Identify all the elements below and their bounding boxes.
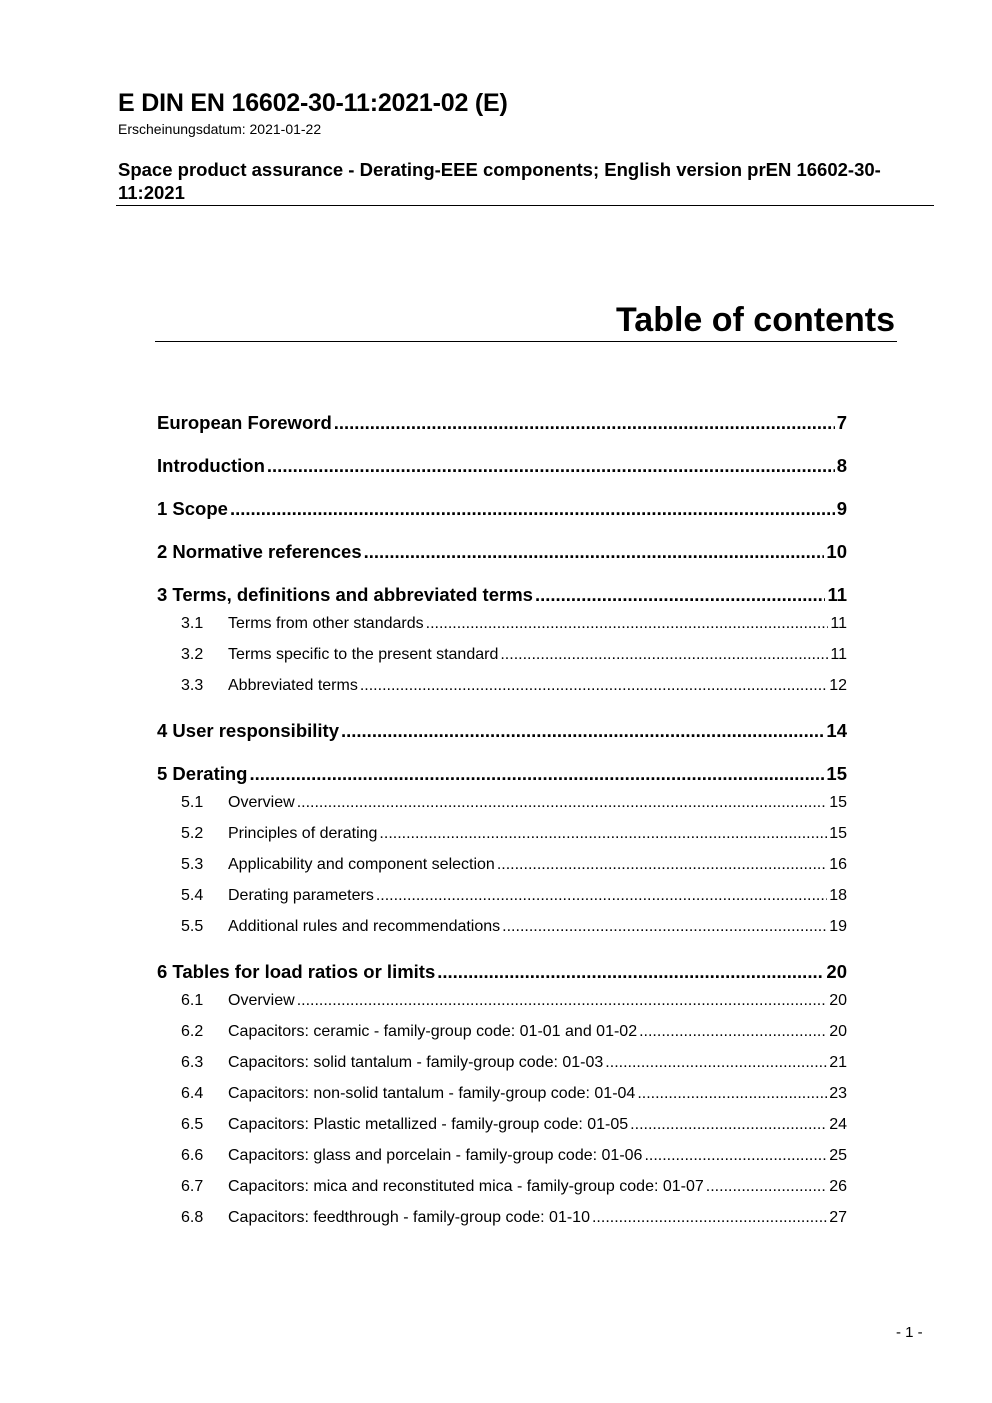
toc-entry-title: Capacitors: mica and reconstituted mica - family-group code: 01-07 bbox=[228, 1178, 704, 1195]
toc-entry-number: 6.1 bbox=[181, 992, 204, 1009]
toc-entry-title: Capacitors: glass and porcelain - family-group code: 01-06 bbox=[228, 1147, 643, 1164]
toc-entry-page: 21 bbox=[829, 1054, 847, 1071]
toc-dot-leader bbox=[639, 1023, 827, 1041]
toc-entry-title: European Foreword bbox=[157, 412, 332, 433]
toc-dot-leader bbox=[426, 615, 829, 633]
toc-dot-leader bbox=[297, 794, 828, 812]
toc-entry-page: 7 bbox=[836, 412, 847, 433]
toc-subentry[interactable] bbox=[157, 1085, 847, 1116]
toc-subentry[interactable] bbox=[157, 1178, 847, 1209]
toc-dot-leader bbox=[230, 498, 835, 520]
toc-subentry[interactable] bbox=[157, 856, 847, 887]
toc-dot-leader bbox=[437, 961, 824, 983]
toc-entry-number: 3.3 bbox=[181, 677, 204, 694]
toc-entry-title: Capacitors: ceramic - family-group code: 01-01 and 01-02 bbox=[228, 1023, 638, 1040]
toc-dot-leader bbox=[500, 646, 828, 664]
toc-entry-page: 9 bbox=[836, 498, 847, 519]
toc-entry-title: 3 Terms, definitions and abbreviated terms bbox=[157, 584, 533, 605]
toc-dot-leader bbox=[497, 856, 827, 874]
toc-dot-leader bbox=[637, 1085, 827, 1103]
toc-entry-number: 6.7 bbox=[181, 1178, 204, 1195]
toc-entry-page: 8 bbox=[836, 455, 847, 476]
toc-subentry[interactable] bbox=[157, 825, 847, 856]
toc-entry-page: 14 bbox=[826, 720, 847, 741]
toc-entry-number: 6.8 bbox=[181, 1209, 204, 1226]
header-divider bbox=[116, 205, 934, 206]
document-id: E DIN EN 16602-30-11:2021-02 (E) bbox=[118, 89, 508, 117]
page-number: - 1 - bbox=[896, 1324, 923, 1341]
document-subtitle: Space product assurance - Derating-EEE components; English version prEN 16602-30-11:2021 bbox=[118, 159, 881, 203]
toc-entry-title: Terms specific to the present standard bbox=[228, 646, 499, 663]
toc-entry-number: 3.2 bbox=[181, 646, 204, 663]
toc-entry[interactable] bbox=[157, 714, 847, 757]
toc-entry-page: 19 bbox=[829, 918, 847, 935]
toc-entry-number: 5.3 bbox=[181, 856, 204, 873]
toc-entry-page: 18 bbox=[829, 887, 847, 904]
toc-subentry[interactable] bbox=[157, 794, 847, 825]
toc-entry-page: 15 bbox=[829, 794, 847, 811]
toc-entry-page: 20 bbox=[829, 992, 847, 1009]
toc-entry-number: 6.2 bbox=[181, 1023, 204, 1040]
toc-entry-number: 5.1 bbox=[181, 794, 204, 811]
toc-entry-title: 1 Scope bbox=[157, 498, 228, 519]
toc-entry-page: 26 bbox=[829, 1178, 847, 1195]
toc-entry-number: 5.4 bbox=[181, 887, 204, 904]
toc-entry-title: 2 Normative references bbox=[157, 541, 362, 562]
toc-dot-leader bbox=[267, 455, 835, 477]
toc-entry-number: 6.3 bbox=[181, 1054, 204, 1071]
toc-subentry[interactable] bbox=[157, 615, 847, 646]
toc-entry-page: 24 bbox=[829, 1116, 847, 1133]
toc-entry-title: Overview bbox=[228, 992, 295, 1009]
toc-entry-title: Derating parameters bbox=[228, 887, 374, 904]
toc-entry-page: 11 bbox=[827, 584, 847, 605]
toc-dot-leader bbox=[376, 887, 827, 905]
toc-subentry[interactable] bbox=[157, 1023, 847, 1054]
toc-entry-page: 23 bbox=[829, 1085, 847, 1102]
toc-subentry[interactable] bbox=[157, 1054, 847, 1085]
toc-dot-leader bbox=[297, 992, 828, 1010]
toc-entry-number: 6.4 bbox=[181, 1085, 204, 1102]
toc-entry-number: 5.5 bbox=[181, 918, 204, 935]
toc-entry-title: Capacitors: solid tantalum - family-group code: 01-03 bbox=[228, 1054, 604, 1071]
toc-dot-leader bbox=[334, 412, 835, 434]
toc-entry-title: Capacitors: non-solid tantalum - family-group code: 01-04 bbox=[228, 1085, 636, 1102]
toc-dot-leader bbox=[341, 720, 824, 742]
toc-entry-title: 4 User responsibility bbox=[157, 720, 339, 741]
toc-entry-title: Additional rules and recommendations bbox=[228, 918, 501, 935]
toc-entry-number: 6.6 bbox=[181, 1147, 204, 1164]
toc-entry-number: 6.5 bbox=[181, 1116, 204, 1133]
toc-entry-page: 20 bbox=[829, 1023, 847, 1040]
toc-dot-leader bbox=[630, 1116, 827, 1134]
toc-entry-title: Capacitors: Plastic metallized - family-group code: 01-05 bbox=[228, 1116, 629, 1133]
toc-dot-leader bbox=[706, 1178, 827, 1196]
toc-entry-title: Introduction bbox=[157, 455, 265, 476]
toc-entry-page: 15 bbox=[829, 825, 847, 842]
toc-dot-leader bbox=[644, 1147, 827, 1165]
toc-entry-page: 16 bbox=[829, 856, 847, 873]
toc-entry-title: Capacitors: feedthrough - family-group code: 01-10 bbox=[228, 1209, 590, 1226]
toc-title-divider bbox=[155, 341, 897, 342]
toc-dot-leader bbox=[592, 1209, 827, 1227]
toc-dot-leader bbox=[379, 825, 827, 843]
toc-entry-title: Applicability and component selection bbox=[228, 856, 495, 873]
toc-title: Table of contents bbox=[616, 301, 895, 339]
toc-entry-page: 25 bbox=[829, 1147, 847, 1164]
toc-entry[interactable] bbox=[157, 406, 847, 449]
toc-subentry[interactable] bbox=[157, 646, 847, 677]
toc-subentry[interactable] bbox=[157, 1147, 847, 1178]
toc-dot-leader bbox=[249, 763, 824, 785]
toc-dot-leader bbox=[605, 1054, 827, 1072]
toc-entry-page: 11 bbox=[830, 646, 847, 663]
publication-date: Erscheinungsdatum: 2021-01-22 bbox=[118, 121, 322, 137]
toc-entry-page: 27 bbox=[829, 1209, 847, 1226]
toc-subentry[interactable] bbox=[157, 677, 847, 708]
toc-entry-number: 3.1 bbox=[181, 615, 204, 632]
toc-entry-title: Overview bbox=[228, 794, 295, 811]
toc-entry-title: Principles of derating bbox=[228, 825, 378, 842]
toc-entry-page: 15 bbox=[826, 763, 847, 784]
toc-entry-page: 10 bbox=[826, 541, 847, 562]
toc-entry[interactable] bbox=[157, 535, 847, 578]
toc-subentry[interactable] bbox=[157, 887, 847, 918]
toc-entry-title: 6 Tables for load ratios or limits bbox=[157, 961, 436, 982]
toc-subentry[interactable] bbox=[157, 1209, 847, 1240]
toc-dot-leader bbox=[364, 541, 825, 563]
table-of-contents bbox=[157, 406, 847, 1246]
toc-subentry[interactable] bbox=[157, 992, 847, 1023]
toc-entry-title: Terms from other standards bbox=[228, 615, 424, 632]
toc-dot-leader bbox=[360, 677, 827, 695]
toc-entry-number: 5.2 bbox=[181, 825, 204, 842]
toc-entry[interactable] bbox=[157, 449, 847, 492]
toc-entry-title: 5 Derating bbox=[157, 763, 248, 784]
toc-entry[interactable] bbox=[157, 492, 847, 535]
toc-dot-leader bbox=[502, 918, 827, 936]
toc-entry-title: Abbreviated terms bbox=[228, 677, 358, 694]
toc-subentry[interactable] bbox=[157, 918, 847, 949]
toc-entry-page: 11 bbox=[830, 615, 847, 632]
toc-subentry[interactable] bbox=[157, 1116, 847, 1147]
toc-entry-page: 20 bbox=[826, 961, 847, 982]
toc-entry-page: 12 bbox=[829, 677, 847, 694]
toc-dot-leader bbox=[535, 584, 826, 606]
